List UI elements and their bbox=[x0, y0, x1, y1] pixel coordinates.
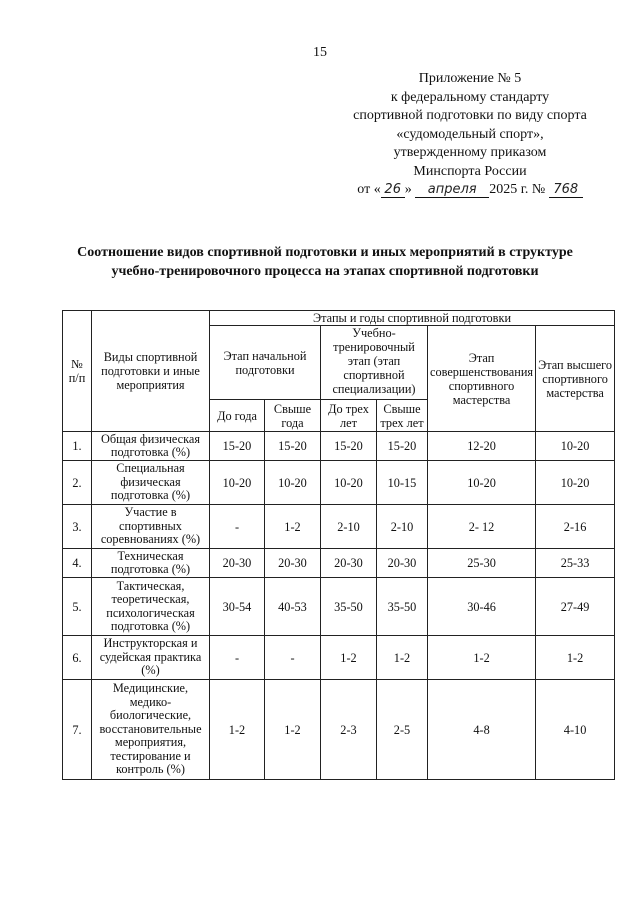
row-number: 6. bbox=[63, 636, 92, 680]
row-number: 7. bbox=[63, 680, 92, 780]
row-value: 2-3 bbox=[321, 680, 377, 780]
row-value: 40-53 bbox=[265, 578, 321, 636]
row-value: 4-10 bbox=[536, 680, 615, 780]
row-value: 10-20 bbox=[321, 461, 377, 505]
row-value: 15-20 bbox=[265, 432, 321, 461]
row-value: 10-20 bbox=[265, 461, 321, 505]
table-row bbox=[63, 636, 615, 680]
row-value: 10-20 bbox=[536, 461, 615, 505]
row-value: 15-20 bbox=[210, 432, 265, 461]
table-row bbox=[63, 432, 615, 461]
row-value: 1-2 bbox=[377, 636, 428, 680]
row-value: 10-15 bbox=[377, 461, 428, 505]
subheader-up-to-year: До года bbox=[210, 400, 265, 432]
row-value: 25-30 bbox=[428, 549, 536, 578]
row-activity-name: Инструкторская и судейская практика (%) bbox=[92, 636, 210, 680]
row-value: 2- 12 bbox=[428, 505, 536, 549]
row-activity-name: Участие в спортивных соревнованиях (%) bbox=[92, 505, 210, 549]
subheader-over-year: Свыше года bbox=[265, 400, 321, 432]
row-value: 10-20 bbox=[428, 461, 536, 505]
appendix-line-5: утвержденному приказом bbox=[393, 145, 547, 160]
row-value: 27-49 bbox=[536, 578, 615, 636]
row-value: 35-50 bbox=[321, 578, 377, 636]
table-row bbox=[63, 578, 615, 636]
page-number: 15 bbox=[313, 45, 327, 60]
table-row bbox=[63, 461, 615, 505]
row-value: 20-30 bbox=[321, 549, 377, 578]
order-number-handwritten: 768 bbox=[549, 183, 583, 198]
row-value: - bbox=[210, 636, 265, 680]
row-activity-name: Медицинские, медико-биологические, восстановительные мероприятия, тестирование и контроль (%) bbox=[92, 680, 210, 780]
row-value: 20-30 bbox=[210, 549, 265, 578]
row-value: 30-54 bbox=[210, 578, 265, 636]
row-value: - bbox=[210, 505, 265, 549]
appendix-header bbox=[290, 70, 640, 200]
header-num: № п/п bbox=[63, 311, 92, 432]
subheader-over-three-years: Свыше трех лет bbox=[377, 400, 428, 432]
row-activity-name: Общая физическая подготовка (%) bbox=[92, 432, 210, 461]
header-stages: Этапы и годы спортивной подготовки bbox=[210, 311, 615, 326]
document-title bbox=[40, 243, 610, 281]
row-value: 1-2 bbox=[428, 636, 536, 680]
row-value: 2-16 bbox=[536, 505, 615, 549]
table-row bbox=[63, 505, 615, 549]
row-value: 20-30 bbox=[265, 549, 321, 578]
row-number: 1. bbox=[63, 432, 92, 461]
row-value: 20-30 bbox=[377, 549, 428, 578]
row-value: 10-20 bbox=[210, 461, 265, 505]
order-year: 2025 г. № bbox=[489, 182, 546, 197]
row-value: - bbox=[265, 636, 321, 680]
row-value: 12-20 bbox=[428, 432, 536, 461]
table-row bbox=[63, 680, 615, 780]
training-ratio-table bbox=[62, 310, 615, 780]
row-number: 2. bbox=[63, 461, 92, 505]
row-number: 3. bbox=[63, 505, 92, 549]
appendix-line-6: Минспорта России bbox=[413, 163, 527, 179]
header-highest-stage: Этап высшего спортивного мастерства bbox=[536, 326, 615, 432]
row-value: 35-50 bbox=[377, 578, 428, 636]
row-value: 15-20 bbox=[321, 432, 377, 461]
row-value: 1-2 bbox=[321, 636, 377, 680]
header-improvement-stage: Этап совершенствования спортивного мастерства bbox=[428, 326, 536, 432]
title-line-2: учебно-тренировочного процесса на этапах спортивной подготовки bbox=[111, 264, 539, 279]
order-month-handwritten: апреля bbox=[415, 183, 489, 198]
header-activity: Виды спортивной подготовки и иные мероприятия bbox=[92, 311, 210, 432]
subheader-up-to-three-years: До трех лет bbox=[321, 400, 377, 432]
row-value: 2-5 bbox=[377, 680, 428, 780]
order-date-line bbox=[290, 181, 640, 200]
row-value: 1-2 bbox=[210, 680, 265, 780]
row-number: 5. bbox=[63, 578, 92, 636]
table-row bbox=[63, 549, 615, 578]
row-value: 30-46 bbox=[428, 578, 536, 636]
row-value: 4-8 bbox=[428, 680, 536, 780]
row-value: 2-10 bbox=[377, 505, 428, 549]
appendix-line-4: «судомодельный спорт», bbox=[396, 126, 544, 142]
order-day-handwritten: 26 bbox=[381, 183, 405, 198]
row-value: 1-2 bbox=[536, 636, 615, 680]
row-value: 1-2 bbox=[265, 505, 321, 549]
header-training-stage: Учебно-тренировочный этап (этап спортивной специализации) bbox=[321, 326, 428, 400]
row-value: 25-33 bbox=[536, 549, 615, 578]
row-activity-name: Техническая подготовка (%) bbox=[92, 549, 210, 578]
row-value: 10-20 bbox=[536, 432, 615, 461]
appendix-line-2: к федеральному стандарту bbox=[390, 89, 550, 105]
order-mid: » bbox=[404, 182, 412, 197]
row-value: 2-10 bbox=[321, 505, 377, 549]
row-activity-name: Тактическая, теоретическая, психологическая подготовка (%) bbox=[92, 578, 210, 636]
appendix-line-3: спортивной подготовки по виду спорта bbox=[353, 108, 587, 123]
title-line-1: Соотношение видов спортивной подготовки и иных мероприятий в структуре bbox=[77, 245, 573, 260]
header-initial-stage: Этап начальной подготовки bbox=[210, 326, 321, 400]
row-activity-name: Специальная физическая подготовка (%) bbox=[92, 461, 210, 505]
order-prefix: от « bbox=[357, 182, 381, 197]
appendix-line-1: Приложение № 5 bbox=[418, 71, 522, 86]
row-value: 15-20 bbox=[377, 432, 428, 461]
row-number: 4. bbox=[63, 549, 92, 578]
row-value: 1-2 bbox=[265, 680, 321, 780]
